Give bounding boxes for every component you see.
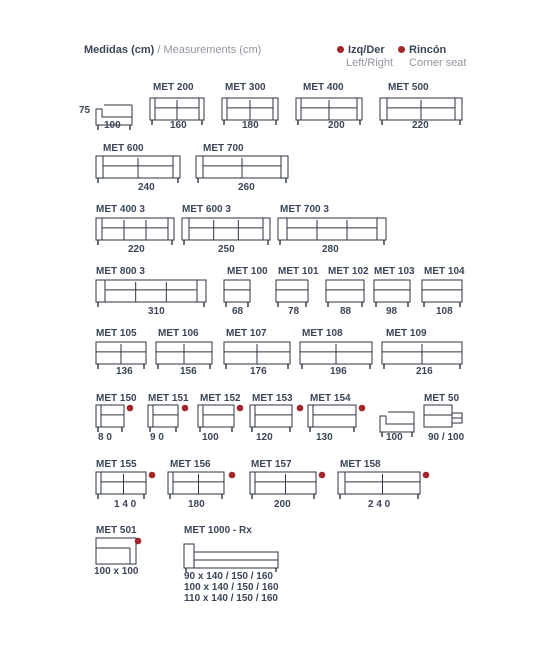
sofa-frame-7: [96, 218, 174, 240]
left-right-dot-icon-21: [127, 405, 134, 412]
pouf-frame-27: [424, 405, 452, 427]
model-label-25: MET 154: [310, 393, 351, 404]
left-right-dot-icon-22: [182, 405, 189, 412]
legend-left-title: Izq/Der: [348, 44, 385, 56]
dimension-label-11: 68: [232, 306, 244, 317]
model-label-10: MET 800 3: [96, 266, 145, 277]
title-es: Medidas (cm): [84, 44, 155, 56]
model-label-31: MET 158: [340, 459, 381, 470]
model-label-21: MET 150: [96, 393, 137, 404]
sofa-frame-30: [250, 472, 316, 494]
model-label-8: MET 600 3: [182, 204, 231, 215]
dimension-label-16: 136: [116, 366, 133, 377]
model-label-14: MET 103: [374, 266, 415, 277]
sofa-frame-9: [278, 218, 386, 240]
chaise-frame-33: [184, 544, 278, 568]
model-label-4: MET 500: [388, 82, 429, 93]
armchair-side-26: [380, 416, 414, 432]
dimension-label-9: 280: [322, 244, 339, 255]
dimension-label-8: 250: [218, 244, 235, 255]
model-label-23: MET 152: [200, 393, 241, 404]
model-label-30: MET 157: [251, 459, 292, 470]
model-label-15: MET 104: [424, 266, 465, 277]
model-label-11: MET 100: [227, 266, 268, 277]
title-en: / Measurements (cm): [157, 44, 262, 56]
model-label-7: MET 400 3: [96, 204, 145, 215]
dimension-label-4: 220: [412, 120, 429, 131]
dimension-label-2: 180: [242, 120, 259, 131]
sofa-frame-11: [224, 280, 250, 302]
model-label-1: MET 200: [153, 82, 194, 93]
dimension-label-31: 2 4 0: [368, 499, 391, 510]
model-label-3: MET 400: [303, 82, 344, 93]
sofa-frame-28: [96, 472, 146, 494]
model-label-18: MET 107: [226, 328, 267, 339]
model-label-20: MET 109: [386, 328, 427, 339]
dimension-label-28: 1 4 0: [114, 499, 137, 510]
dimension-label-1: 160: [170, 120, 187, 131]
model-label-6: MET 700: [203, 143, 244, 154]
model-label-19: MET 108: [302, 328, 343, 339]
legend-left-sub: Left/Right: [346, 57, 394, 69]
sofa-frame-14: [374, 280, 410, 302]
dimension-label-18: 176: [250, 366, 267, 377]
dimension-label-17: 156: [180, 366, 197, 377]
dimension-label-21: 8 0: [98, 432, 112, 443]
dimension-label-3: 200: [328, 120, 345, 131]
model-label-29: MET 156: [170, 459, 211, 470]
model-label-9: MET 700 3: [280, 204, 329, 215]
model-label-22: MET 151: [148, 393, 189, 404]
left-right-dot-icon-25: [359, 405, 366, 412]
left-right-dot-icon-28: [149, 472, 156, 479]
left-right-dot-icon-23: [237, 405, 244, 412]
chaise-dimension-0: 90 x 140 / 150 / 160: [184, 571, 273, 582]
dimension-label-15: 108: [436, 306, 453, 317]
model-label-32: MET 501: [96, 525, 137, 536]
dimension-label-7: 220: [128, 244, 145, 255]
sofa-frame-10: [96, 280, 206, 302]
sofa-frame-25: [308, 405, 356, 427]
sofa-frame-8: [182, 218, 270, 240]
dimension-label-29: 180: [188, 499, 205, 510]
model-label-24: MET 153: [252, 393, 293, 404]
dimension-label-5: 240: [138, 182, 155, 193]
sofa-frame-21: [96, 405, 124, 427]
dimension-label-20: 216: [416, 366, 433, 377]
sofa-frame-29: [168, 472, 224, 494]
dimension-label-13: 88: [340, 306, 352, 317]
dimension-label-14: 98: [386, 306, 398, 317]
chaise-dimension-2: 110 x 140 / 150 / 160: [184, 593, 278, 604]
dimension-label-6: 260: [238, 182, 255, 193]
left-right-dot-icon-24: [297, 405, 304, 412]
model-label-16: MET 105: [96, 328, 137, 339]
model-label-12: MET 101: [278, 266, 319, 277]
dimension-label-10: 310: [148, 306, 165, 317]
dimension-label-32: 100 x 100: [94, 566, 139, 577]
left-right-dot-icon-32: [135, 538, 142, 545]
sofa-frame-12: [276, 280, 308, 302]
height-label: 75: [79, 105, 91, 116]
model-label-5: MET 600: [103, 143, 144, 154]
model-label-17: MET 106: [158, 328, 199, 339]
dimension-label-12: 78: [288, 306, 300, 317]
legend-right-title: Rincón: [409, 44, 447, 56]
left-right-dot-icon-30: [319, 472, 326, 479]
model-label-27: MET 50: [424, 393, 460, 404]
sofa-frame-13: [326, 280, 364, 302]
dimension-label-26: 100: [386, 432, 403, 443]
dimension-label-19: 196: [330, 366, 347, 377]
model-label-33: MET 1000 - Rx: [184, 525, 252, 536]
dimension-label-22: 9 0: [150, 432, 164, 443]
left-right-dot-icon-29: [229, 472, 236, 479]
model-label-13: MET 102: [328, 266, 369, 277]
dimension-label-23: 100: [202, 432, 219, 443]
dimension-label-25: 130: [316, 432, 333, 443]
model-label-2: MET 300: [225, 82, 266, 93]
sofa-frame-31: [338, 472, 420, 494]
sofa-frame-15: [422, 280, 462, 302]
chaise-dimension-1: 100 x 140 / 150 / 160: [184, 582, 279, 593]
dimension-label-30: 200: [274, 499, 291, 510]
dimension-label-27: 90 / 100: [428, 432, 465, 443]
sofa-frame-24: [250, 405, 292, 427]
dimension-label-0: 100: [104, 120, 121, 131]
model-label-28: MET 155: [96, 459, 137, 470]
left-right-dot-icon-31: [423, 472, 430, 479]
legend-right-sub: Corner seat: [409, 57, 467, 69]
dimension-label-24: 120: [256, 432, 273, 443]
